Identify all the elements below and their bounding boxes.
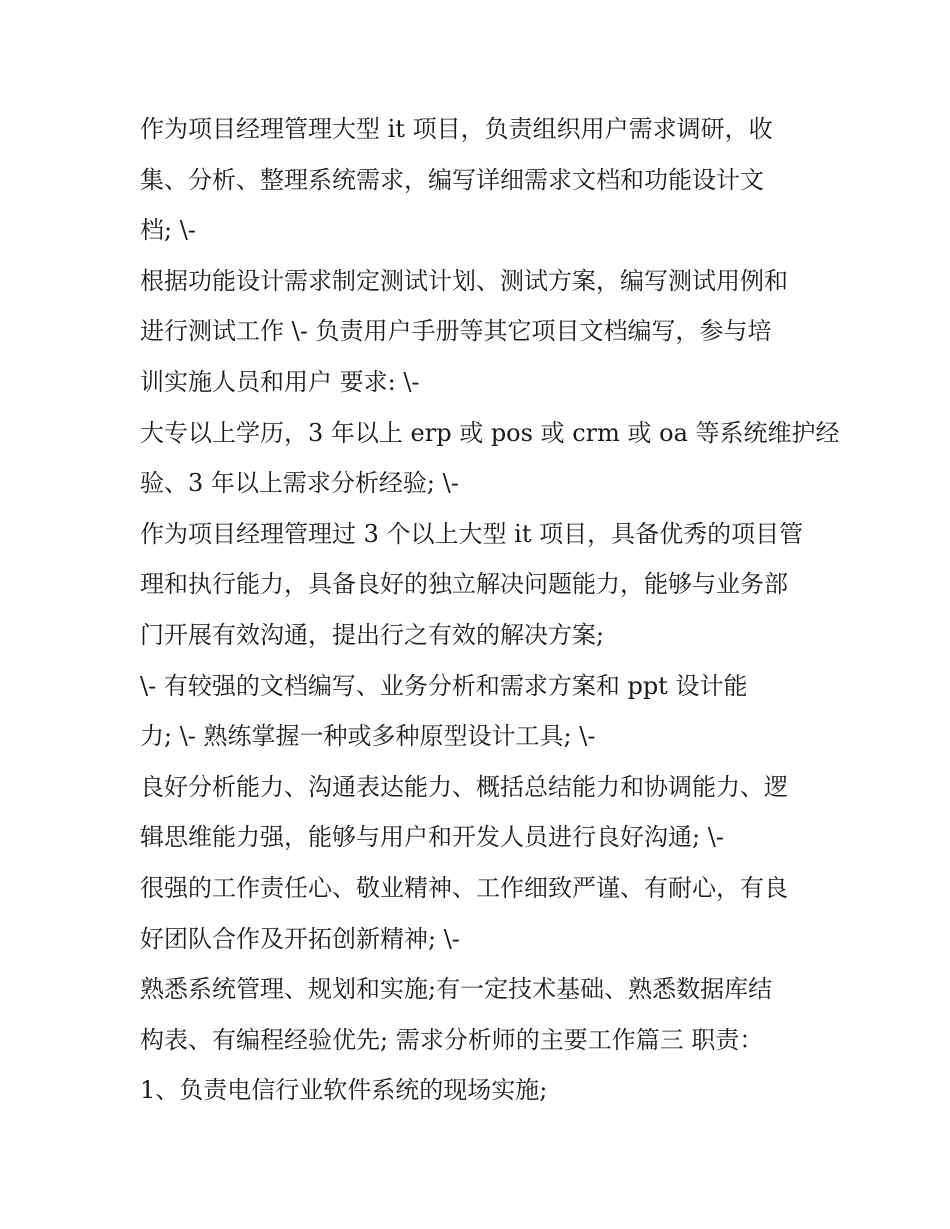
text-line: 档; \- <box>140 216 196 245</box>
text-line: 验、3 年以上需求分析经验; \- <box>140 469 459 498</box>
text-line: 良好分析能力、沟通表达能力、概括总结能力和协调能力、逻 <box>140 772 788 801</box>
text-line: 构表、有编程经验优先; 需求分析师的主要工作篇三 职责： <box>140 1025 764 1054</box>
text-line: 集、分析、整理系统需求，编写详细需求文档和功能设计文 <box>140 165 764 194</box>
text-line: 门开展有效沟通，提出行之有效的解决方案; <box>140 620 605 649</box>
text-line: 力; \- 熟练掌握一种或多种原型设计工具; \- <box>140 722 596 751</box>
text-line: 作为项目经理管理过 3 个以上大型 it 项目，具备优秀的项目管 <box>140 519 804 548</box>
text-line: 大专以上学历，3 年以上 erp 或 pos 或 crm 或 oa 等系统维护经 <box>140 418 840 447</box>
text-line: 根据功能设计需求制定测试计划、测试方案，编写测试用例和 <box>140 266 788 295</box>
text-line: 辑思维能力强，能够与用户和开发人员进行良好沟通; \- <box>140 823 724 852</box>
text-line: \- 有较强的文档编写、业务分析和需求方案和 ppt 设计能 <box>140 671 748 700</box>
document-body <box>140 104 840 1116</box>
text-line: 作为项目经理管理大型 it 项目，负责组织用户需求调研，收 <box>140 115 773 143</box>
text-line: 进行测试工作 \- 负责用户手册等其它项目文档编写，参与培 <box>140 317 772 346</box>
text-line: 好团队合作及开拓创新精神; \- <box>140 924 460 953</box>
text-line: 1、负责电信行业软件系统的现场实施; <box>140 1076 548 1105</box>
text-line: 熟悉系统管理、规划和实施;有一定技术基础、熟悉数据库结 <box>140 975 773 1004</box>
text-line: 很强的工作责任心、敬业精神、工作细致严谨、有耐心，有良 <box>140 873 788 902</box>
text-line: 理和执行能力，具备良好的独立解决问题能力，能够与业务部 <box>140 570 788 599</box>
text-line: 训实施人员和用户 要求: \- <box>140 367 420 396</box>
